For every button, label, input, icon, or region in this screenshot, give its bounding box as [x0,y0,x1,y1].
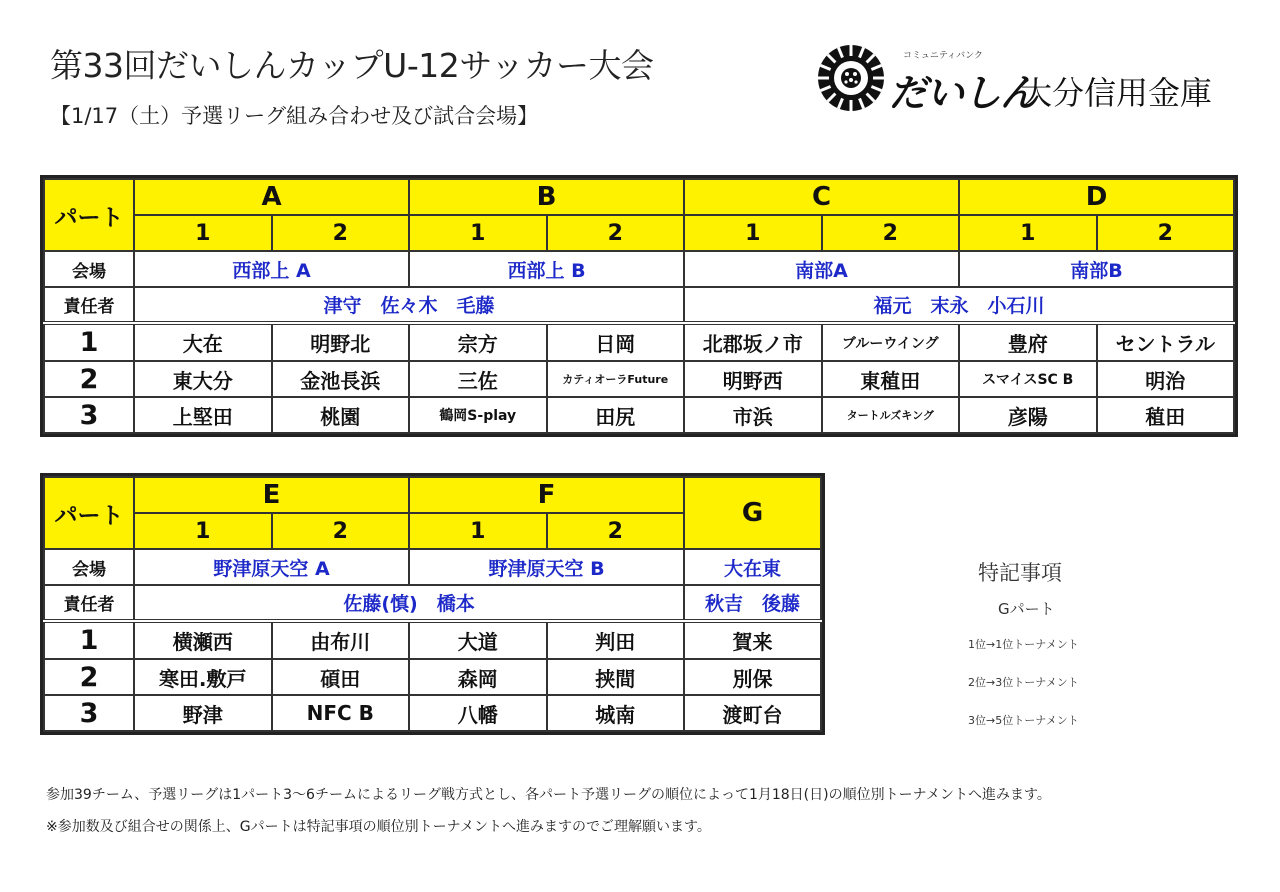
responsible-ef: 佐藤(慎) 橋本 [134,585,684,621]
page-title: 第33回だいしんカップU-12サッカー大会 [50,46,654,85]
venue-d: 南部B [959,251,1234,287]
team-cell: 日岡 [547,323,685,361]
subgroup-header: 2 [822,215,960,251]
table-row [44,397,1234,433]
team-cell: 田尻 [547,397,685,433]
footer-note: ※参加数及び組合せの関係上、Gパートは特記事項の順位別トーナメントへ進みますのでご理解願います。 [46,819,711,835]
group-header-d: D [959,179,1234,215]
rank-cell: 3 [44,397,134,433]
team-cell: セントラル [1097,323,1235,361]
responsible-label: 責任者 [44,585,134,621]
team-cell: 東大分 [134,361,272,397]
notes-item: 2位→3位トーナメント [968,676,1079,689]
rank-cell: 1 [44,323,134,361]
team-cell: NFC B [272,695,410,731]
team-cell: 八幡 [409,695,547,731]
table-row [44,361,1234,397]
team-cell: 大道 [409,621,547,659]
team-cell: 宗方 [409,323,547,361]
venue-f: 野津原天空 B [409,549,684,585]
rank-cell: 2 [44,361,134,397]
team-cell: 大在 [134,323,272,361]
responsible-cd: 福元 末永 小石川 [684,287,1234,323]
logo-brand: だいしん [889,71,1038,115]
rank-cell: 2 [44,659,134,695]
venue-label: 会場 [44,549,134,585]
group-header-e: E [134,477,409,513]
sunflower-logo-icon [815,42,887,114]
team-cell: 豊府 [959,323,1097,361]
team-cell: 城南 [547,695,685,731]
notes-item: 1位→1位トーナメント [968,638,1079,651]
bank-logo [815,40,1235,120]
team-cell: 鶴岡S-play [409,397,547,433]
notes-part: Gパート [998,600,1055,618]
logo-tagline: コミュニティバンク [903,51,983,61]
page-subtitle: 【1/17（土）予選リーグ組み合わせ及び試合会場】 [50,104,539,128]
part-label: パート [44,179,134,251]
team-cell: 森岡 [409,659,547,695]
team-cell: 桃園 [272,397,410,433]
venue-a: 西部上 A [134,251,409,287]
table-row [44,323,1234,361]
team-cell: 渡町台 [684,695,821,731]
notes-title: 特記事項 [978,561,1062,585]
team-cell: スマイスSC B [959,361,1097,397]
subgroup-header: 1 [134,215,272,251]
rank-cell: 1 [44,621,134,659]
team-cell: 明野北 [272,323,410,361]
team-cell: 彦陽 [959,397,1097,433]
team-cell: 判田 [547,621,685,659]
responsible-label: 責任者 [44,287,134,323]
subgroup-header: 2 [547,513,685,549]
part-label: パート [44,477,134,549]
team-cell: 明治 [1097,361,1235,397]
group-header-g: G [684,477,821,549]
team-cell: 挟間 [547,659,685,695]
venue-c: 南部A [684,251,959,287]
group-table-e-g [43,476,822,732]
subgroup-header: 2 [1097,215,1235,251]
team-cell: 野津 [134,695,272,731]
team-cell: 賀来 [684,621,821,659]
venue-b: 西部上 B [409,251,684,287]
team-cell: 由布川 [272,621,410,659]
venue-label: 会場 [44,251,134,287]
team-cell: タートルズキング [822,397,960,433]
subgroup-header: 2 [272,215,410,251]
subgroup-header: 1 [959,215,1097,251]
team-cell: 北郡坂ノ市 [684,323,822,361]
table-row [44,621,821,659]
group-header-f: F [409,477,684,513]
group-header-a: A [134,179,409,215]
venue-g: 大在東 [684,549,821,585]
team-cell: 市浜 [684,397,822,433]
responsible-g: 秋吉 後藤 [684,585,821,621]
team-cell: 別保 [684,659,821,695]
footer-note: 参加39チーム、予選リーグは1パート3～6チームによるリーグ戦方式とし、各パート予選リーグの順位によって1月18日(日)の順位別トーナメントへ進みます。 [46,787,1051,803]
subgroup-header: 1 [134,513,272,549]
responsible-ab: 津守 佐々木 毛藤 [134,287,684,323]
subgroup-header: 2 [272,513,410,549]
group-table-a-d [43,178,1235,434]
team-cell: 三佐 [409,361,547,397]
team-cell: 横瀬西 [134,621,272,659]
team-cell: ブルーウイング [822,323,960,361]
group-header-b: B [409,179,684,215]
table-row [44,695,821,731]
team-cell: 金池長浜 [272,361,410,397]
table-row [44,659,821,695]
team-cell: 明野西 [684,361,822,397]
team-cell: 碩田 [272,659,410,695]
rank-cell: 3 [44,695,134,731]
team-cell: 寒田.敷戸 [134,659,272,695]
group-header-c: C [684,179,959,215]
subgroup-header: 1 [409,513,547,549]
subgroup-header: 1 [684,215,822,251]
team-cell: 稙田 [1097,397,1235,433]
team-cell: 上堅田 [134,397,272,433]
subgroup-header: 1 [409,215,547,251]
team-cell: カティオーラFuture [547,361,685,397]
logo-bank-name: 大分信用金庫 [1020,74,1213,112]
notes-item: 3位→5位トーナメント [968,714,1079,727]
team-cell: 東稙田 [822,361,960,397]
venue-e: 野津原天空 A [134,549,409,585]
subgroup-header: 2 [547,215,685,251]
